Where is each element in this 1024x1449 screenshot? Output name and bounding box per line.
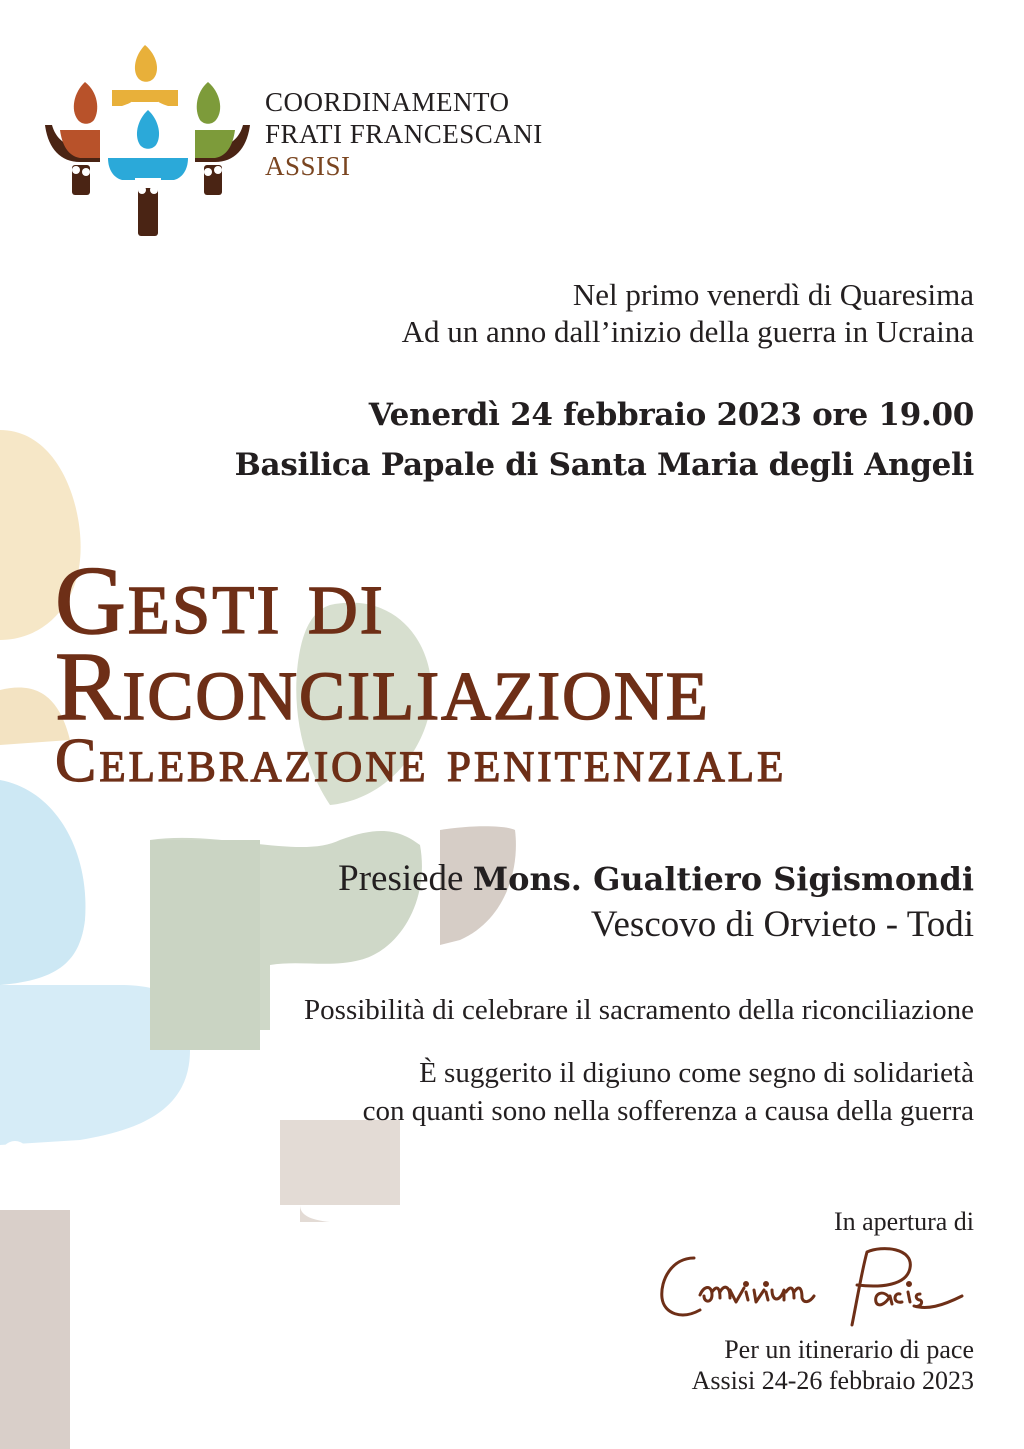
presider-line [338,856,974,902]
org-line-1: COORDINAMENTO [265,87,510,117]
title-line-3: Celebrazione penitenziale [55,727,787,795]
organization-name [265,86,543,182]
confession-note [304,992,974,1028]
footer-itinerary [692,1334,974,1396]
title-line-2: Riconciliazione [55,633,710,741]
presider-role: Vescovo di Orvieto - Todi [590,904,974,945]
event-date-time: Venerdì 24 febbraio 2023 ore 19.00 [368,397,974,433]
itinerary-line-1: Per un itinerario di pace [724,1335,974,1364]
opening-text: In apertura di [833,1207,974,1236]
presider-prefix: Presiede [338,858,473,899]
intro-line-2: Ad un anno dall’inizio della guerra in Ucraina [401,314,974,349]
intro-text [402,276,974,350]
event-details [235,390,974,490]
org-line-3: ASSISI [265,151,351,181]
franciscan-tau-tree-logo-icon [40,40,255,240]
convivium-pacis-signature-icon [652,1240,982,1330]
presider-info [338,856,974,948]
itinerary-line-2: Assisi 24-26 febbraio 2023 [691,1366,974,1395]
org-line-2: FRATI FRANCESCANI [265,119,543,149]
intro-line-1: Nel primo venerdì di Quaresima [572,277,974,312]
footer-opening [834,1206,974,1238]
event-venue: Basilica Papale di Santa Maria degli Angeli [234,447,974,483]
event-title [55,547,787,795]
title-line-1: Gesti di [55,547,385,655]
fasting-note [363,1054,974,1130]
confession-text: Possibilità di celebrare il sacramento della riconciliazione [304,994,974,1026]
presider-name: Mons. Gualtiero Sigismondi [472,860,974,898]
fasting-line-1: È suggerito il digiuno come segno di solidarietà [419,1057,974,1089]
fasting-line-2: con quanti sono nella sofferenza a causa della guerra [362,1095,974,1127]
